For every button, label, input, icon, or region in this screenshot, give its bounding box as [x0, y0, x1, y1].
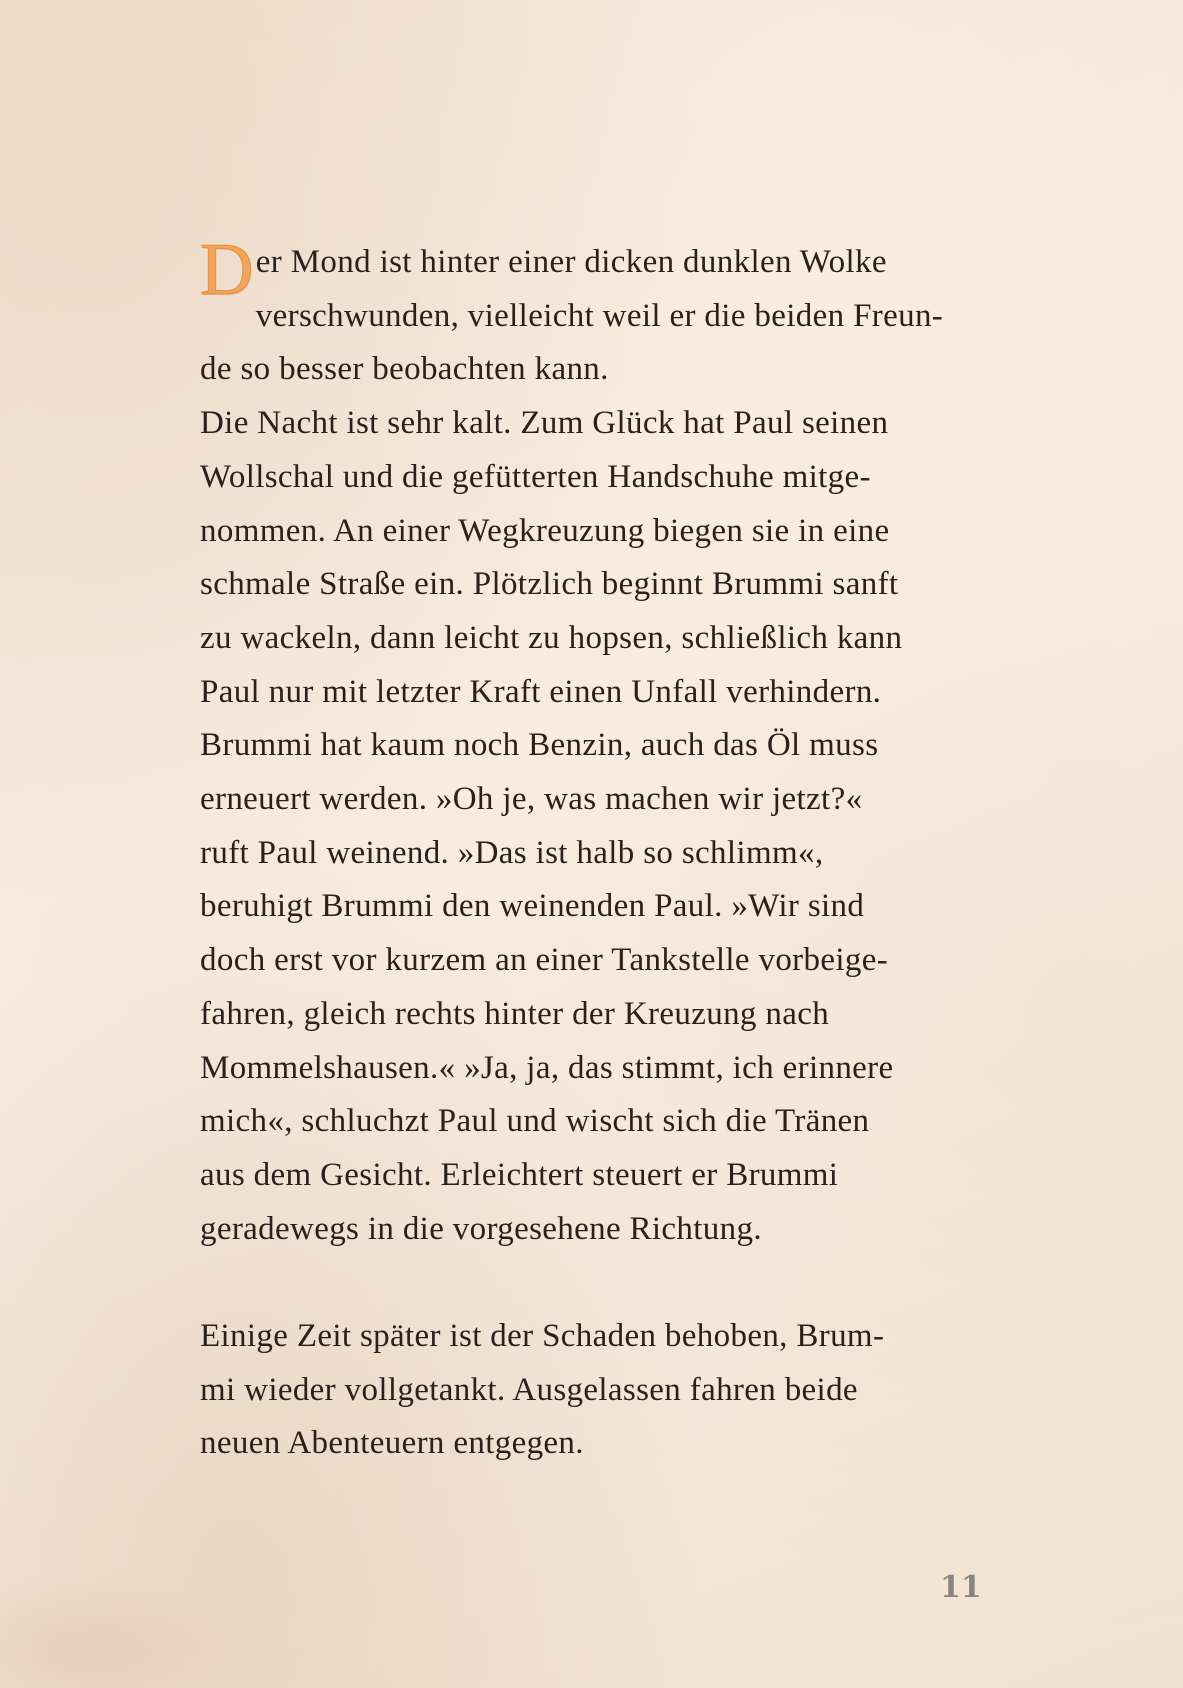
- paragraph-1-text: er Mond ist hinter einer dicken dunklen Wolke verschwunden, vielleicht weil er die beiden Freun- de so besser beobachten kann.: [200, 244, 944, 388]
- page-number: 11: [940, 1570, 982, 1605]
- story-paragraph-2: Die Nacht ist sehr kalt. Zum Glück hat Paul seinen Wollschal und die gefütterten Handschuhe mitge- nommen. An einer Wegkreuzung biegen sie in eine schmale Straße ein. Plötzlich beginnt Brummi sanft zu wackeln, dann leicht zu hopsen, schließlich kann Paul nur mit letzter Kraft einen Unfall verhindern. Brummi hat kaum noch Benzin, auch das Öl muss erneuert werden. »Oh je, was machen wir jetzt?« ruft Paul weinend. »Das ist halb so schlimm«, beruhigt Brummi den weinenden Paul. »Wir sind doch erst vor kurzem an einer Tankstelle vorbeige- fahren, gleich rechts hinter der Kreuzung nach Mommelshausen.« »Ja, ja, das stimmt, ich erinnere mich«, schluchzt Paul und wischt sich die Tränen aus dem Gesicht. Erleichtert steuert er Brummi geradewegs in die vorgesehene Richtung.: [200, 405, 903, 1247]
- paragraph-gap: [200, 1256, 1000, 1310]
- story-text: [200, 229, 1000, 1471]
- story-paragraph-3: Einige Zeit später ist der Schaden behoben, Brum- mi wieder vollgetankt. Ausgelassen fahren beide neuen Abenteuern entgegen.: [200, 1318, 885, 1462]
- paper-smudge-decoration: [0, 1560, 260, 1688]
- drop-cap-letter: D: [200, 229, 254, 311]
- story-paragraph-1: [200, 229, 1000, 397]
